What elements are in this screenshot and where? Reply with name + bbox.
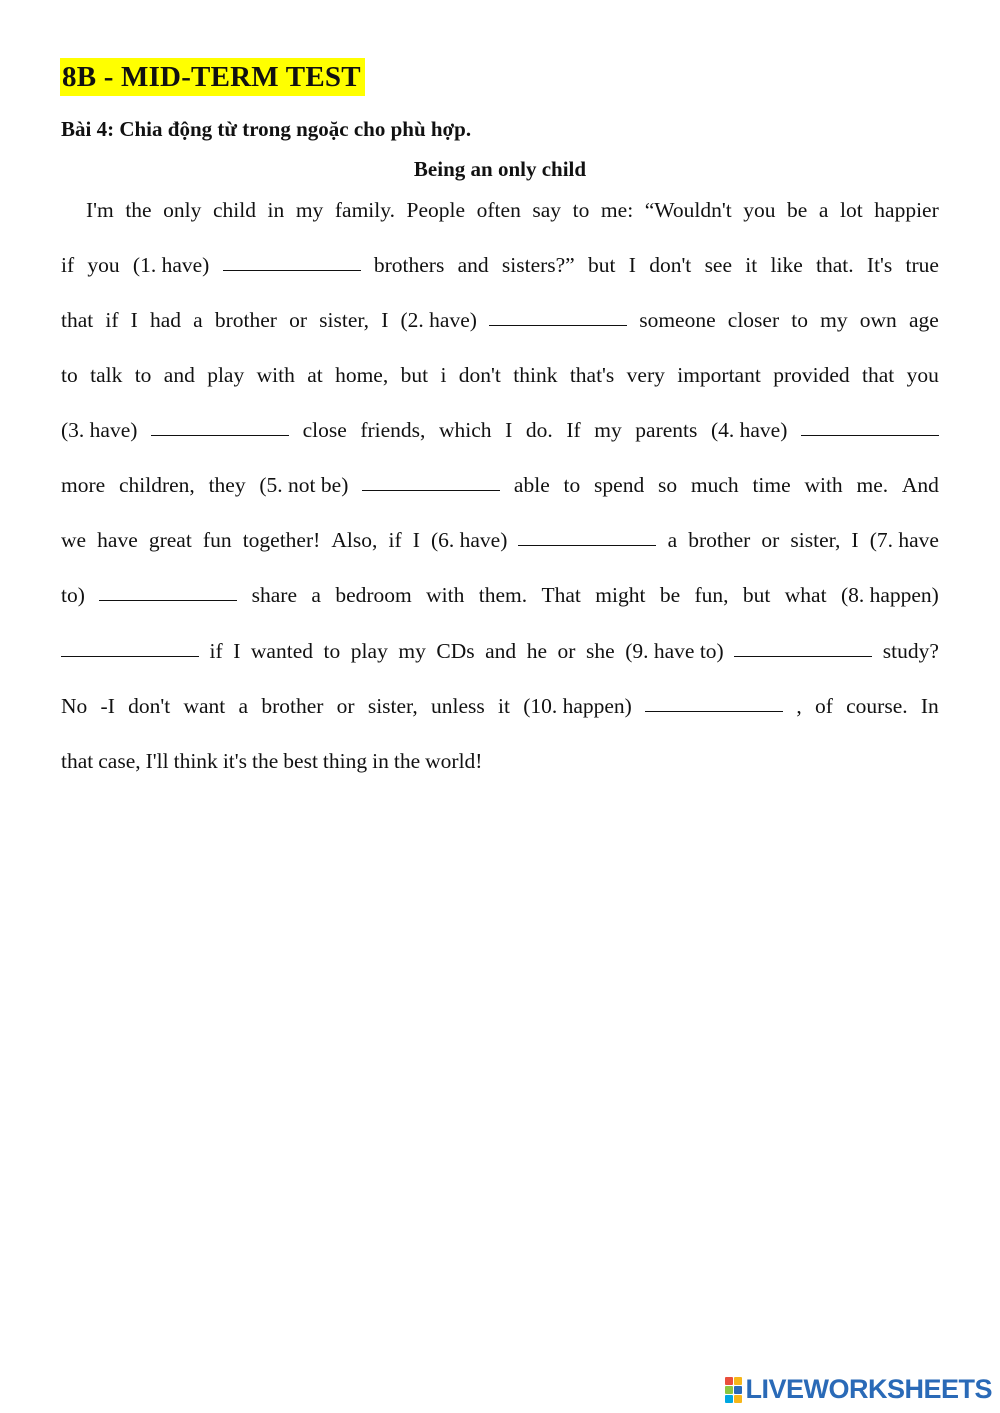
logo-mark-square	[725, 1395, 733, 1403]
story-word: friends,	[360, 418, 426, 442]
story-word: if	[61, 253, 75, 277]
story-word: a	[818, 198, 829, 222]
story-line	[61, 689, 939, 723]
story-word: he	[526, 639, 548, 663]
answer-blank-7[interactable]	[99, 578, 237, 601]
story-word: that	[61, 749, 94, 773]
story-word: might	[595, 583, 646, 607]
story-word: you	[743, 198, 776, 222]
story-word: bedroom	[335, 583, 412, 607]
story-word: be	[659, 583, 681, 607]
story-word: me:	[600, 198, 634, 222]
story-word: to)	[61, 583, 85, 607]
story-word: i	[440, 363, 447, 387]
story-word: think	[173, 749, 218, 773]
story-word: (6. have)	[430, 528, 508, 552]
story-word: sister,	[367, 694, 418, 718]
story-word: with	[426, 583, 465, 607]
story-word: to	[572, 198, 590, 222]
story-word: she	[586, 639, 615, 663]
story-line	[61, 303, 939, 337]
story-word: my	[398, 639, 426, 663]
story-word: that.	[816, 253, 854, 277]
story-word: sisters?”	[501, 253, 575, 277]
story-word: sister,	[790, 528, 841, 552]
story-word: (9. have to)	[625, 639, 724, 663]
story-word: don't	[128, 694, 171, 718]
logo-mark-square	[734, 1377, 742, 1385]
story-line	[61, 248, 939, 282]
exercise-instruction: Bài 4: Chia động từ trong ngoặc cho phù hợp.	[61, 117, 472, 141]
story-word: closer	[727, 308, 780, 332]
story-word: to	[563, 473, 581, 497]
story-word: I	[505, 418, 513, 442]
story-word: don't	[458, 363, 501, 387]
story-word: thing	[322, 749, 368, 773]
story-word: brother	[688, 528, 751, 552]
story-word: like	[770, 253, 803, 277]
story-word: my	[594, 418, 622, 442]
answer-blank-5[interactable]	[362, 468, 500, 491]
story-word: and	[457, 253, 489, 277]
story-word: think	[513, 363, 558, 387]
story-word: what	[784, 583, 827, 607]
story-word: of	[814, 694, 833, 718]
story-word: or	[336, 694, 355, 718]
story-word: want	[183, 694, 226, 718]
story-word: close	[302, 418, 347, 442]
story-word: me.	[856, 473, 889, 497]
story-line	[61, 523, 939, 557]
logo-mark-square	[725, 1377, 733, 1385]
story-word: a	[667, 528, 678, 552]
story-word: home,	[335, 363, 389, 387]
story-word: brother	[214, 308, 277, 332]
story-word: brother	[261, 694, 324, 718]
story-word: if	[105, 308, 119, 332]
story-word: we	[61, 528, 87, 552]
story-word: It's	[866, 253, 893, 277]
story-word: a	[193, 308, 203, 332]
story-word: to	[61, 363, 78, 387]
story-word: you	[87, 253, 120, 277]
story-word: “Wouldn't	[644, 198, 732, 222]
story-word: great	[148, 528, 192, 552]
story-word: (5. not be)	[259, 473, 349, 497]
story-word: (1. have)	[132, 253, 210, 277]
story-word: -I	[100, 694, 115, 718]
story-word: fun	[202, 528, 232, 552]
story-word: to	[791, 308, 808, 332]
story-line	[61, 193, 939, 227]
logo-mark-square	[734, 1386, 742, 1394]
story-word: my	[820, 308, 848, 332]
story-word: it	[745, 253, 758, 277]
story-word: I'll	[145, 749, 169, 773]
story-word: (3. have)	[61, 418, 138, 442]
story-word: I	[130, 308, 138, 332]
story-word: but	[742, 583, 771, 607]
story-word: (10. happen)	[523, 694, 632, 718]
story-word: spend	[594, 473, 645, 497]
story-word: lot	[840, 198, 863, 222]
logo-mark-square	[734, 1395, 742, 1403]
story-word: at	[307, 363, 323, 387]
story-word: wanted	[250, 639, 313, 663]
story-word: be	[787, 198, 808, 222]
story-word: say	[532, 198, 562, 222]
story-word: more	[61, 473, 106, 497]
story-word: or	[557, 639, 576, 663]
story-line	[61, 468, 939, 502]
story-word: the	[125, 198, 152, 222]
story-word: do.	[525, 418, 553, 442]
story-word: to	[323, 639, 341, 663]
story-line	[61, 744, 939, 778]
story-word: had	[149, 308, 182, 332]
story-word: able	[513, 473, 550, 497]
story-word: with	[256, 363, 295, 387]
story-word: No	[61, 694, 88, 718]
story-word: don't	[649, 253, 692, 277]
story-word: that	[61, 308, 94, 332]
story-word: which	[438, 418, 492, 442]
story-word: with	[804, 473, 843, 497]
story-word: fun,	[694, 583, 729, 607]
story-word: That	[541, 583, 581, 607]
story-word: (7. have	[869, 528, 939, 552]
answer-blank-8[interactable]	[61, 634, 199, 657]
story-word: and	[163, 363, 195, 387]
story-word: world!	[425, 749, 483, 773]
story-word: (4. have)	[710, 418, 788, 442]
story-word: together!	[242, 528, 321, 552]
story-word: or	[761, 528, 780, 552]
story-word: have	[97, 528, 138, 552]
answer-blank-6[interactable]	[518, 523, 656, 546]
story-word: time	[752, 473, 791, 497]
story-word: CDs	[436, 639, 475, 663]
story-line	[61, 358, 939, 392]
story-word: case,	[98, 749, 141, 773]
story-word: happier	[874, 198, 939, 222]
logo-text: LIVEWORKSHEETS	[745, 1374, 992, 1404]
liveworksheets-logo-icon	[725, 1377, 742, 1403]
story-word: and	[485, 639, 517, 663]
answer-blank-1[interactable]	[223, 248, 361, 271]
story-word: that's	[569, 363, 615, 387]
story-word: important	[677, 363, 761, 387]
story-word: own	[859, 308, 897, 332]
story-line	[61, 413, 939, 447]
story-word: it's	[222, 749, 247, 773]
story-word: I	[233, 639, 241, 663]
story-word: Also,	[331, 528, 378, 552]
story-title: Being an only child	[413, 157, 587, 181]
page-title: 8B - MID-TERM TEST	[60, 58, 365, 96]
story-word: but	[588, 253, 616, 277]
story-word: very	[626, 363, 665, 387]
story-word: but	[400, 363, 429, 387]
story-word: talk	[90, 363, 123, 387]
story-word: study?	[882, 639, 939, 663]
story-word: children,	[118, 473, 195, 497]
story-word: (8. happen)	[840, 583, 939, 607]
story-word: parents	[635, 418, 698, 442]
story-word: child	[212, 198, 256, 222]
story-word: share	[251, 583, 298, 607]
story-word: in	[267, 198, 285, 222]
story-word: provided	[773, 363, 850, 387]
story-word: course.	[846, 694, 908, 718]
story-word: age	[908, 308, 939, 332]
story-word: true	[905, 253, 939, 277]
liveworksheets-logo[interactable]	[725, 1374, 992, 1405]
story-word: the	[252, 749, 279, 773]
story-word: family.	[334, 198, 395, 222]
story-word: I	[381, 308, 389, 332]
story-word: or	[289, 308, 308, 332]
story-word: a	[238, 694, 249, 718]
answer-blank-3[interactable]	[151, 413, 289, 436]
story-word: brothers	[373, 253, 445, 277]
story-word: play	[207, 363, 245, 387]
answer-blank-2[interactable]	[489, 303, 627, 326]
story-word: I	[628, 253, 636, 277]
story-word: sister,	[319, 308, 370, 332]
story-word: them.	[478, 583, 528, 607]
story-word: I	[851, 528, 859, 552]
story-word: best	[283, 749, 318, 773]
story-word: so	[657, 473, 678, 497]
story-word: And	[901, 473, 939, 497]
answer-blank-9[interactable]	[734, 634, 872, 657]
story-word: a	[311, 583, 321, 607]
story-word: much	[690, 473, 739, 497]
story-word: ,	[796, 694, 802, 718]
story-word: to	[134, 363, 152, 387]
story-word: (2. have)	[400, 308, 477, 332]
logo-mark-square	[725, 1386, 733, 1394]
story-word: In	[920, 694, 939, 718]
story-word: my	[295, 198, 324, 222]
story-word: that	[861, 363, 895, 387]
story-word: you	[906, 363, 939, 387]
answer-blank-10[interactable]	[645, 689, 783, 712]
story-line	[61, 578, 939, 612]
story-word: it	[497, 694, 510, 718]
story-word: if	[209, 639, 223, 663]
story-word: only	[163, 198, 202, 222]
story-word: I'm	[86, 198, 114, 222]
story-word: if	[388, 528, 402, 552]
story-word: play	[350, 639, 388, 663]
story-word: People	[406, 198, 466, 222]
story-word: in	[372, 749, 389, 773]
story-word: often	[476, 198, 521, 222]
story-word: I	[412, 528, 420, 552]
story-word: unless	[430, 694, 485, 718]
story-word: see	[704, 253, 733, 277]
story-word: the	[393, 749, 421, 773]
answer-blank-4[interactable]	[801, 413, 939, 436]
story-word: If	[566, 418, 581, 442]
story-word: they	[208, 473, 246, 497]
story-word: someone	[639, 308, 716, 332]
story-line	[61, 634, 939, 668]
